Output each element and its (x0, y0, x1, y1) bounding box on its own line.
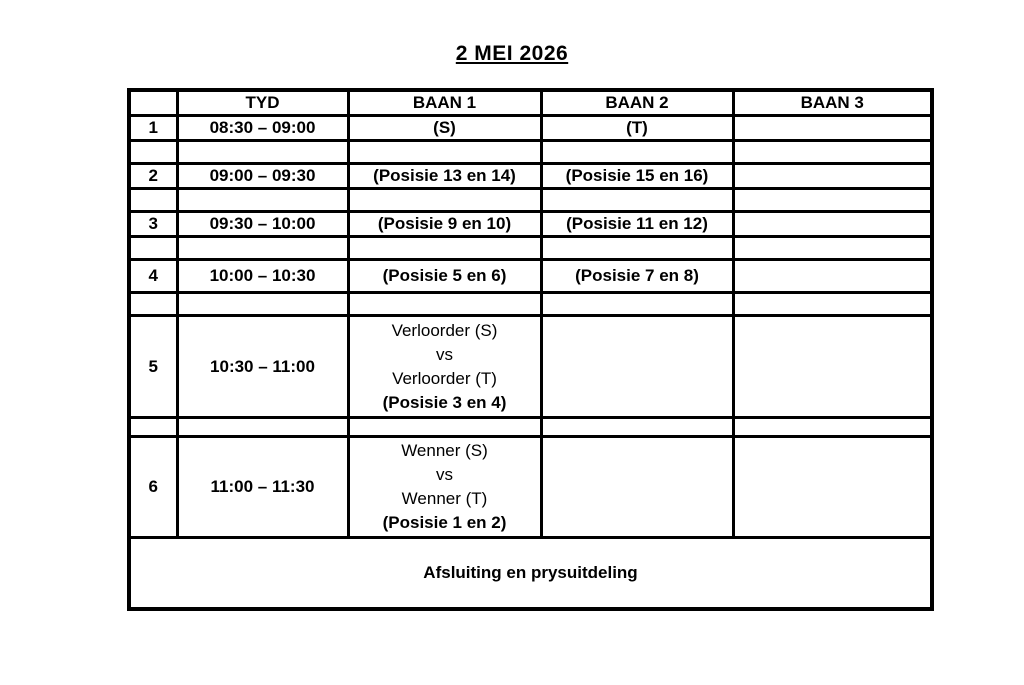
spacer-cell (733, 237, 932, 260)
time-cell: 10:00 – 10:30 (177, 260, 348, 293)
column-header-baan1: BAAN 1 (348, 90, 541, 116)
spacer-cell (129, 237, 177, 260)
baan3-cell (733, 116, 932, 141)
baan3-cell (733, 212, 932, 237)
baan1-cell: (Posisie 13 en 14) (348, 164, 541, 189)
spacer-cell (348, 418, 541, 437)
baan2-cell: (T) (541, 116, 733, 141)
spacer-cell (733, 418, 932, 437)
baan2-cell: (Posisie 7 en 8) (541, 260, 733, 293)
match-line: vs (436, 344, 453, 364)
table-row-1 (129, 116, 932, 141)
spacer-cell (129, 293, 177, 316)
page-title: 2 MEI 2026 (455, 42, 569, 65)
baan1-cell: (Posisie 5 en 6) (348, 260, 541, 293)
time-cell: 09:30 – 10:00 (177, 212, 348, 237)
row-number-cell: 3 (129, 212, 177, 237)
spacer-cell (541, 141, 733, 164)
header-row (129, 90, 932, 116)
spacer-cell (129, 418, 177, 437)
table-row-2 (129, 164, 932, 189)
spacer-cell (177, 418, 348, 437)
column-header-baan2: BAAN 2 (541, 90, 733, 116)
baan1-cell: (Posisie 9 en 10) (348, 212, 541, 237)
baan1-cell: (S) (348, 116, 541, 141)
time-cell: 08:30 – 09:00 (177, 116, 348, 141)
table-row-6 (129, 437, 932, 538)
spacer-cell (541, 237, 733, 260)
spacer-cell (541, 418, 733, 437)
spacer-cell (129, 141, 177, 164)
match-position-line: (Posisie 3 en 4) (382, 392, 507, 412)
spacer-cell (129, 189, 177, 212)
spacer-row (129, 418, 932, 437)
spacer-cell (348, 189, 541, 212)
match-description (352, 439, 538, 535)
spacer-cell (541, 293, 733, 316)
baan3-cell (733, 437, 932, 538)
spacer-row (129, 141, 932, 164)
match-position-line: (Posisie 1 en 2) (382, 513, 507, 532)
spacer-row (129, 237, 932, 260)
row-number-cell: 4 (129, 260, 177, 293)
baan1-cell (348, 437, 541, 538)
column-header-tyd: TYD (177, 90, 348, 116)
match-line: Wenner (S) (401, 441, 488, 460)
row-number-cell: 1 (129, 116, 177, 141)
spacer-row (129, 293, 932, 316)
closing-row (129, 538, 932, 609)
table-row-4 (129, 260, 932, 293)
table-row-3 (129, 212, 932, 237)
spacer-cell (177, 141, 348, 164)
time-cell: 11:00 – 11:30 (177, 437, 348, 538)
spacer-cell (733, 189, 932, 212)
spacer-row (129, 189, 932, 212)
spacer-cell (541, 189, 733, 212)
spacer-cell (177, 293, 348, 316)
baan2-cell (541, 316, 733, 418)
match-line: vs (436, 465, 453, 484)
match-line: Verloorder (T) (392, 368, 497, 388)
baan2-cell (541, 437, 733, 538)
table-row-5 (129, 316, 932, 418)
closing-cell: Afsluiting en prysuitdeling (129, 538, 932, 609)
match-line: Wenner (T) (401, 489, 488, 508)
spacer-cell (177, 189, 348, 212)
baan1-cell (348, 316, 541, 418)
column-header-baan3: BAAN 3 (733, 90, 932, 116)
match-line: Verloorder (S) (391, 320, 498, 340)
spacer-cell (348, 293, 541, 316)
baan2-cell: (Posisie 11 en 12) (541, 212, 733, 237)
baan3-cell (733, 164, 932, 189)
row-number-cell: 5 (129, 316, 177, 418)
spacer-cell (348, 141, 541, 164)
schedule-table (127, 88, 934, 611)
baan3-cell (733, 316, 932, 418)
spacer-cell (733, 141, 932, 164)
time-cell: 10:30 – 11:00 (177, 316, 348, 418)
spacer-cell (177, 237, 348, 260)
row-number-cell: 2 (129, 164, 177, 189)
baan3-cell (733, 260, 932, 293)
row-number-cell: 6 (129, 437, 177, 538)
time-cell: 09:00 – 09:30 (177, 164, 348, 189)
baan2-cell: (Posisie 15 en 16) (541, 164, 733, 189)
spacer-cell (348, 237, 541, 260)
column-header-num (129, 90, 177, 116)
match-description (352, 319, 538, 415)
spacer-cell (733, 293, 932, 316)
